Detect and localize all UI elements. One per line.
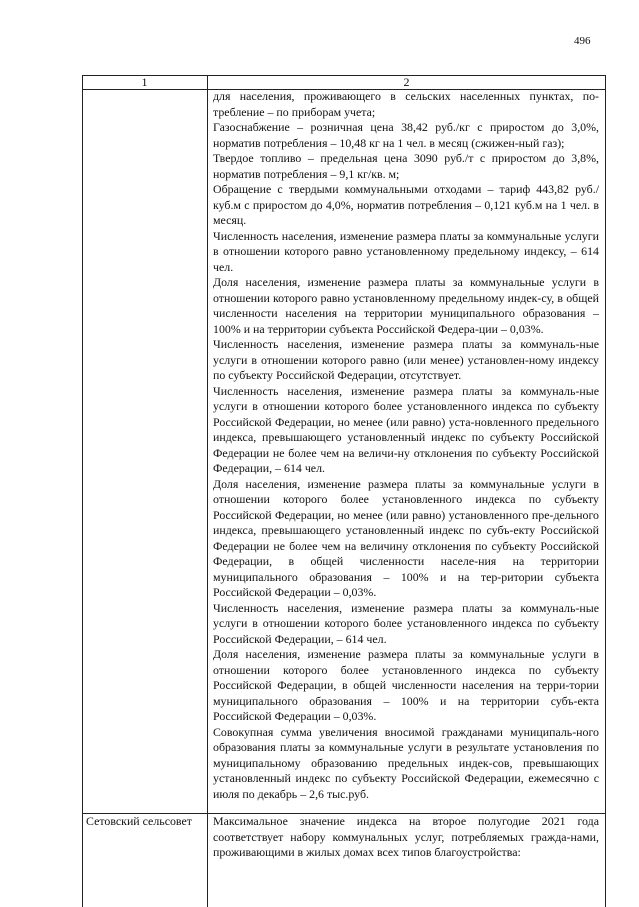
paragraph: Доля населения, изменение размера платы за коммунальные услуги в отношении которого более установленного индекса по субъекту Российской Федерации, но менее (или равно) установленного пре-дельного индекса, превышающего установленный индекс по субъ-екту Российской Федерации не более чем на величину отклонения по субъекту Российской Федерации, в общей численности населе-ния на территории муниципального образования – 100% и на тер-ритории субъекта Российской Федерации – 0,03%.: [213, 476, 599, 599]
municipality-name: Сетовский сельсовет: [86, 814, 192, 828]
paragraph: Численность населения, изменение размера платы за коммуналь-ные услуги в отношении которого более установленного индекса по субъекту Российской Федерации, но менее (или равно) уста-новленного предельного индекса, превышающего установленный индекс по субъекту Российской Федерации не более чем на величи-ну отклонения по субъекту Российской Федерации, – 614 чел.: [213, 383, 599, 475]
paragraph: Доля населения, изменение размера платы за коммунальные услуги в отношении которого более установленного индекса по субъекту Российской Федерации, в общей численности населения на терри-тории муниципального образования – 100% и на территории субъ-екта Российской Федерации – 0,03%.: [213, 647, 599, 723]
paragraph: Численность населения, изменение размера платы за коммуналь-ные услуги в отношении которого более установленного индекса по субъекту Российской Федерации, – 614 чел.: [213, 600, 599, 646]
paragraph: Доля населения, изменение размера платы за коммунальные услуги в отношении которого равно установленному предельному индек-су, в общей численности населения на территории муниципального образования – 100% и на территории субъекта Российской Федера-ции – 0,03%.: [213, 275, 599, 336]
paragraph: Численность населения, изменение размера платы за коммунальные услуги в отношении которого равно установленному предельному индексу, – 614 чел.: [213, 228, 599, 274]
table-row: [213, 89, 599, 802]
paragraph: для населения, проживающего в сельских населенных пунктах, по-требление – по приборам учета;: [213, 89, 599, 119]
page-number: 496: [574, 35, 591, 47]
column-header-1: 1: [141, 75, 148, 89]
paragraph: Совокупная сумма увеличения вносимой гражданами муниципаль-ного образования платы за коммунальные услуги в результате установления по муниципальному образованию предельных индек-сов, превышающих установленный индекс по субъекту Российской Федерации, ежемесячно с июля по декабрь – 2,6 тыс.руб.: [213, 724, 599, 801]
paragraph: Обращение с твердыми коммунальными отходами – тариф 443,82 руб./куб.м с приростом до 4,0%, норматив потребления – 0,121 куб.м на 1 чел. в месяц.: [213, 182, 599, 227]
table-border-right: [605, 75, 606, 907]
table-column-divider: [207, 75, 208, 907]
table-row: [213, 814, 599, 861]
paragraph: Твердое топливо – предельная цена 3090 руб./т с приростом до 3,8%, норматив потребления – 9,1 кг/кв. м;: [213, 151, 599, 181]
table-border-left: [82, 75, 83, 907]
column-header-2: 2: [403, 75, 410, 89]
paragraph: Численность населения, изменение размера платы за коммуналь-ные услуги в отношении которого равно (или менее) установлен-ному индексу по субъекту Российской Федерации, отсутствует.: [213, 337, 599, 382]
paragraph: Максимальное значение индекса на второе полугодие 2021 года соответствует набору коммунальных услуг, потребляемых гражда-нами, проживающими в жилых домах всех типов благоустройства:: [213, 814, 599, 859]
data-table: [82, 75, 606, 907]
paragraph: Газоснабжение – розничная цена 38,42 руб./кг с приростом до 3,0%, норматив потребления – 10,48 кг на 1 чел. в месяц (сжижен-ный газ);: [213, 120, 599, 150]
